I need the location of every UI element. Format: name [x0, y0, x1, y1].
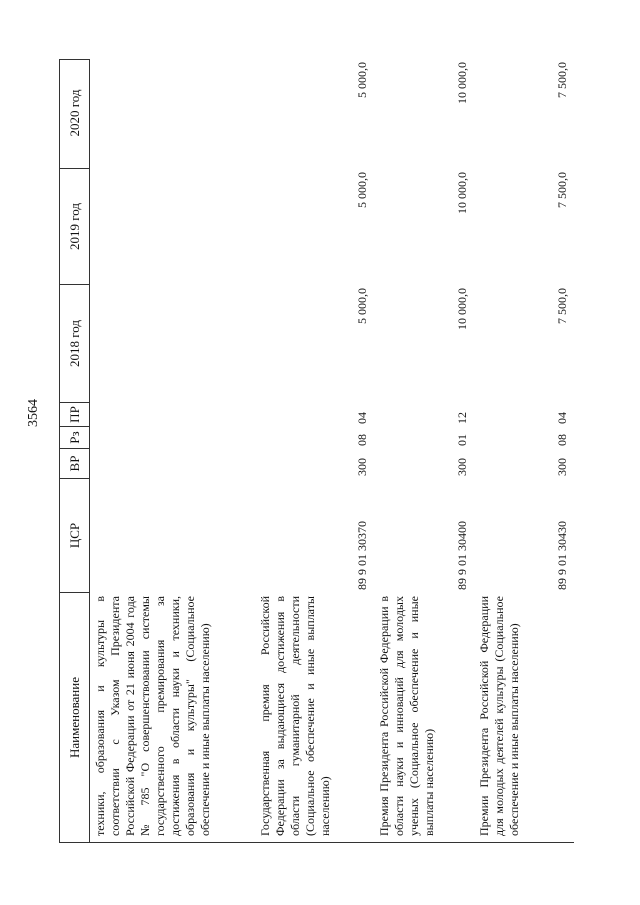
row-csr	[90, 479, 255, 593]
table-row	[374, 59, 474, 843]
header-rz: Рз	[60, 426, 89, 448]
row-name: Премии Президента Российской Федерации для молодых деятелей культуры (Социальное обеспечение и иные выплаты населению)	[474, 593, 574, 843]
header-pr: ПР	[60, 402, 89, 426]
row-name: техники, образования и культуры в соответствии с Указом Президента Российской Федерации от 21 июня 2004 года № 785 "О совершенствовании системы государственного премирования за достижения в области науки и техники, образования и культуры" (Социальное обеспечение и иные выплаты населению)	[90, 593, 255, 843]
row-2018: 5 000,0	[355, 288, 369, 324]
row-vr	[90, 449, 255, 479]
row-rz: 01	[455, 434, 469, 446]
row-name: Государственная премия Российской Федерации за выдающиеся достижения в области гуманитарной деятельности (Социальное обеспечение и иные выплаты населению)	[255, 593, 374, 843]
row-2018: 7 500,0	[555, 288, 569, 324]
rotated-table-wrapper	[59, 59, 599, 843]
row-csr: 89 9 01 30370	[355, 521, 369, 590]
table-row	[90, 59, 255, 843]
page-number: 3564	[26, 399, 41, 427]
row-pr: 04	[355, 412, 369, 424]
row-2019: 10 000,0	[455, 172, 469, 214]
row-pr: 12	[455, 412, 469, 424]
row-2019	[90, 169, 255, 285]
row-name: Премия Президента Российской Федерации в области науки и инноваций для молодых ученых (Социальное обеспечение и иные выплаты населению)	[374, 593, 474, 843]
table-row	[255, 59, 374, 843]
row-2020: 7 500,0	[555, 62, 569, 98]
row-pr: 04	[555, 412, 569, 424]
row-pr	[90, 403, 255, 427]
header-2020: 2020 год	[66, 89, 82, 137]
row-csr: 89 9 01 30430	[555, 521, 569, 590]
header-2019: 2019 год	[60, 168, 89, 284]
budget-table	[59, 59, 599, 843]
table-body	[90, 59, 574, 843]
row-2020: 5 000,0	[355, 62, 369, 98]
header-2018: 2018 год	[60, 284, 89, 402]
header-csr: ЦСР	[60, 478, 89, 592]
row-2020	[90, 59, 255, 169]
row-2018	[90, 285, 255, 403]
row-vr: 300	[355, 458, 369, 476]
table-header	[59, 59, 90, 843]
row-2018: 10 000,0	[455, 288, 469, 330]
row-rz: 08	[555, 434, 569, 446]
row-vr: 300	[455, 458, 469, 476]
row-rz: 08	[355, 434, 369, 446]
header-name: Наименование	[60, 592, 89, 842]
table-row	[474, 59, 574, 843]
row-vr: 300	[555, 458, 569, 476]
row-2020: 10 000,0	[455, 62, 469, 104]
row-2019: 5 000,0	[355, 172, 369, 208]
row-2019: 7 500,0	[555, 172, 569, 208]
header-vr: ВР	[60, 448, 89, 478]
row-rz	[90, 427, 255, 449]
row-csr: 89 9 01 30400	[455, 521, 469, 590]
